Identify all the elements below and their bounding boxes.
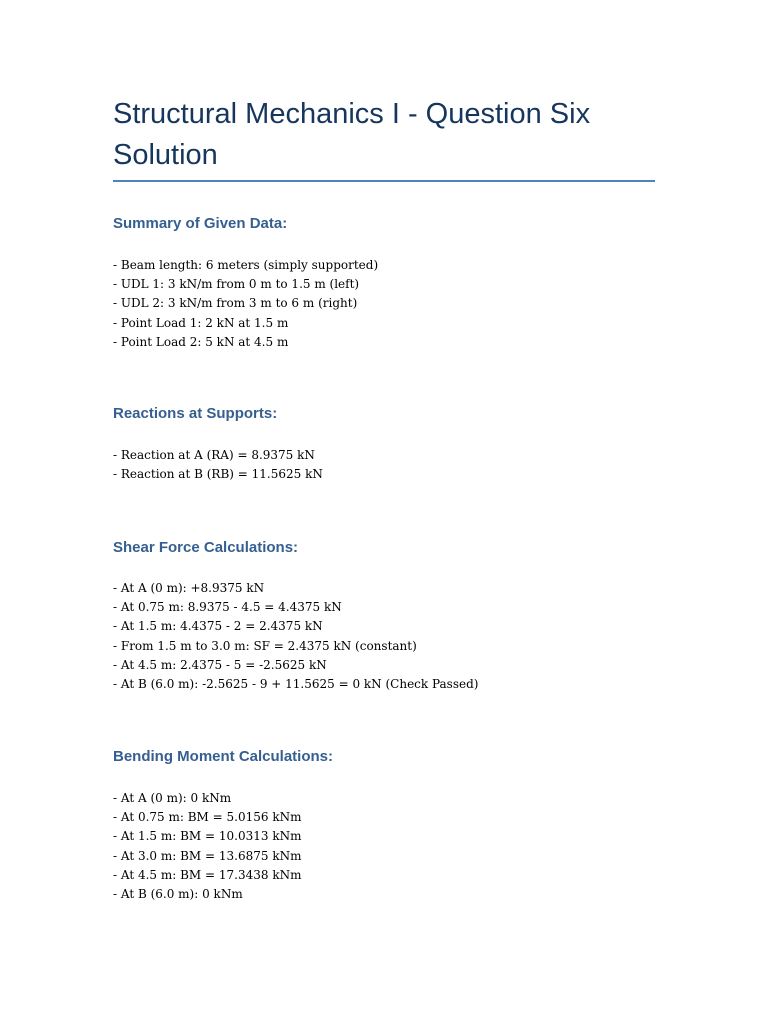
- list-item: - At 4.5 m: BM = 17.3438 kNm: [113, 867, 302, 882]
- list-item: - Reaction at A (RA) = 8.9375 kN: [113, 448, 315, 462]
- reactions-list: [113, 446, 323, 484]
- list-item: - At 1.5 m: BM = 10.0313 kNm: [113, 829, 302, 844]
- list-item: - Point Load 2: 5 kN at 4.5 m: [113, 334, 289, 349]
- document-title: Structural Mechanics I - Question Six Solution: [113, 98, 591, 171]
- section-heading-given-data: Summary of Given Data:: [113, 215, 288, 232]
- list-item: - At 4.5 m: 2.4375 - 5 = -2.5625 kN: [113, 657, 327, 672]
- list-item: - UDL 1: 3 kN/m from 0 m to 1.5 m (left): [113, 277, 360, 292]
- list-item: - At A (0 m): +8.9375 kN: [113, 581, 265, 595]
- list-item: - From 1.5 m to 3.0 m: SF = 2.4375 kN (constant): [113, 638, 417, 653]
- list-item: - At 0.75 m: 8.9375 - 4.5 = 4.4375 kN: [113, 600, 342, 615]
- section-heading-bending-moment: Bending Moment Calculations:: [113, 748, 334, 765]
- list-item: - At 0.75 m: BM = 5.0156 kNm: [113, 810, 302, 825]
- section-heading-reactions: Reactions at Supports:: [113, 405, 278, 422]
- shear-force-list: [113, 579, 478, 694]
- section-heading-shear-force: Shear Force Calculations:: [113, 539, 299, 556]
- list-item: - UDL 2: 3 kN/m from 3 m to 6 m (right): [113, 296, 358, 311]
- list-item: - Reaction at B (RB) = 11.5625 kN: [113, 467, 323, 482]
- title-underline: [113, 180, 655, 182]
- given-data-list: [113, 256, 378, 352]
- bending-moment-list: [113, 789, 301, 904]
- list-item: - Point Load 1: 2 kN at 1.5 m: [113, 315, 289, 330]
- list-item: - Beam length: 6 meters (simply supported): [113, 258, 379, 272]
- list-item: - At 3.0 m: BM = 13.6875 kNm: [113, 848, 302, 863]
- list-item: - At A (0 m): 0 kNm: [113, 791, 232, 805]
- list-item: - At B (6.0 m): -2.5625 - 9 + 11.5625 = 0 kN (Check Passed): [113, 677, 479, 692]
- list-item: - At B (6.0 m): 0 kNm: [113, 887, 243, 902]
- list-item: - At 1.5 m: 4.4375 - 2 = 2.4375 kN: [113, 619, 323, 634]
